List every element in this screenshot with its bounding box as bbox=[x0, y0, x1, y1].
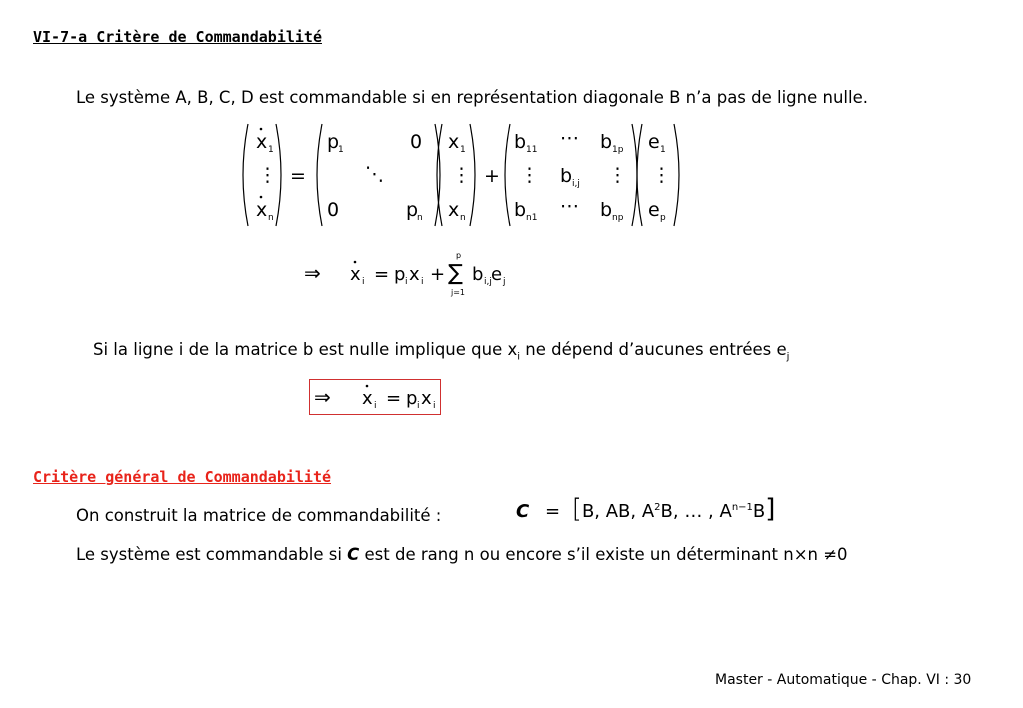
plus-sign: + bbox=[484, 165, 500, 187]
footer: Master - Automatique - Chap. VI : 30 bbox=[715, 672, 972, 688]
sub-ij: i,j bbox=[484, 277, 492, 287]
sub-ij: i,j bbox=[572, 179, 580, 189]
b-1p: b bbox=[600, 131, 613, 153]
general-criterion-title: Critère général de Commandabilité bbox=[33, 468, 332, 486]
dot-mark bbox=[354, 261, 357, 264]
equals-sign: = bbox=[374, 264, 390, 285]
sup-2: 2 bbox=[654, 502, 661, 513]
p-n: p bbox=[406, 199, 419, 221]
zero-top: 0 bbox=[410, 131, 423, 153]
vdots: ⋮ bbox=[520, 164, 539, 186]
section-title: VI-7-a Critère de Commandabilité bbox=[33, 28, 322, 46]
sum-lower: j=1 bbox=[451, 288, 466, 297]
sup-n-minus-1: n−1 bbox=[731, 502, 753, 513]
xdot-i: x bbox=[350, 264, 361, 285]
b-ij: b bbox=[472, 264, 484, 285]
matrix-part2: B, … , A bbox=[660, 501, 732, 522]
sub-i: i bbox=[362, 277, 365, 287]
boxed-equation bbox=[309, 379, 441, 415]
dot-mark bbox=[366, 385, 369, 388]
b-np: b bbox=[600, 199, 613, 221]
rank-part2: est de rang n ou encore s’il existe un déterminant n×n bbox=[359, 545, 824, 564]
vdots: ⋮ bbox=[608, 164, 627, 186]
sub-p: p bbox=[660, 213, 666, 223]
implies-arrow: ⇒ bbox=[304, 261, 321, 285]
b-11: b bbox=[514, 131, 527, 153]
sub-i: i bbox=[421, 277, 424, 287]
xdot-1: x bbox=[256, 131, 268, 153]
construct-text: On construit la matrice de commandabilité : bbox=[76, 506, 442, 525]
x-1: x bbox=[448, 131, 460, 153]
x-i: x bbox=[421, 388, 432, 409]
p-i: p bbox=[406, 388, 418, 409]
bracket-left-xdot bbox=[243, 124, 248, 226]
bracket-left: [ bbox=[571, 494, 582, 524]
p-i: p bbox=[394, 264, 406, 285]
sub-1p: 1p bbox=[612, 145, 624, 155]
vdots: ⋮ bbox=[652, 164, 671, 186]
sub-n: n bbox=[268, 213, 274, 223]
zero-bottom: 0 bbox=[327, 199, 340, 221]
bracket-right-e bbox=[674, 124, 679, 226]
boxed-equation-svg bbox=[310, 380, 440, 414]
sub-np: np bbox=[612, 213, 624, 223]
ddots: ⋱ bbox=[365, 163, 384, 185]
sum-upper: p bbox=[456, 251, 462, 260]
null-row-part1: Si la ligne i de la matrice b est nulle implique que x bbox=[93, 340, 518, 359]
sub-1: 1 bbox=[338, 145, 344, 155]
xdot-i: x bbox=[362, 388, 373, 409]
controllability-matrix bbox=[516, 494, 775, 524]
sub-1: 1 bbox=[660, 145, 666, 155]
sub-i: i bbox=[405, 277, 408, 287]
neq-zero: ≠0 bbox=[823, 545, 848, 564]
sub-1: 1 bbox=[460, 145, 466, 155]
c-symbol: C bbox=[347, 545, 360, 564]
sum-sign: ∑ bbox=[448, 261, 463, 286]
sum-equation bbox=[300, 248, 540, 300]
cdots: ⋯ bbox=[560, 195, 579, 217]
cdots: ⋯ bbox=[560, 127, 579, 149]
bracket-right: ] bbox=[765, 494, 776, 524]
null-row-text bbox=[93, 340, 789, 362]
equals-sign: = bbox=[544, 501, 561, 522]
x-n: x bbox=[448, 199, 460, 221]
vdots: ⋮ bbox=[452, 164, 471, 186]
sub-i: i bbox=[517, 351, 521, 363]
dot-mark bbox=[260, 196, 263, 199]
matrix-part3: B bbox=[752, 501, 766, 522]
b-ij: b bbox=[560, 165, 573, 187]
plus-sign: + bbox=[430, 264, 446, 285]
b-n1: b bbox=[514, 199, 527, 221]
intro-text: Le système A, B, C, D est commandable si en représentation diagonale B n’a pas de ligne nulle. bbox=[76, 88, 868, 107]
matrix-equation bbox=[230, 118, 700, 238]
bracket-left-diag bbox=[317, 124, 322, 226]
e-1: e bbox=[648, 131, 660, 153]
implies-arrow: ⇒ bbox=[314, 385, 331, 409]
xdot-n: x bbox=[256, 199, 268, 221]
null-row-part2: ne dépend d’aucunes entrées e bbox=[520, 340, 787, 359]
sub-11: 11 bbox=[526, 145, 538, 155]
sub-1: 1 bbox=[268, 145, 274, 155]
bracket-left-b bbox=[505, 124, 510, 226]
sub-j: j bbox=[786, 351, 790, 363]
sub-n: n bbox=[417, 213, 423, 223]
p-1: p bbox=[327, 131, 340, 153]
sub-n1: n1 bbox=[526, 213, 538, 223]
dot-mark bbox=[260, 128, 263, 131]
e-j: e bbox=[491, 264, 503, 285]
equals-sign: = bbox=[290, 165, 306, 187]
matrix-part1: B, AB, A bbox=[581, 501, 655, 522]
e-p: e bbox=[648, 199, 660, 221]
rank-text bbox=[76, 545, 848, 564]
sub-i: i bbox=[374, 401, 377, 411]
c-symbol: C bbox=[516, 501, 530, 522]
sub-j: j bbox=[503, 277, 506, 287]
bracket-left-e bbox=[637, 124, 642, 226]
sub-i: i bbox=[433, 401, 436, 411]
rank-part1: Le système est commandable si bbox=[76, 545, 348, 564]
equals-sign: = bbox=[386, 388, 402, 409]
sub-n: n bbox=[460, 213, 466, 223]
sub-i: i bbox=[417, 401, 420, 411]
x-i: x bbox=[409, 264, 420, 285]
vdots: ⋮ bbox=[258, 164, 277, 186]
bracket-right-b bbox=[632, 124, 637, 226]
